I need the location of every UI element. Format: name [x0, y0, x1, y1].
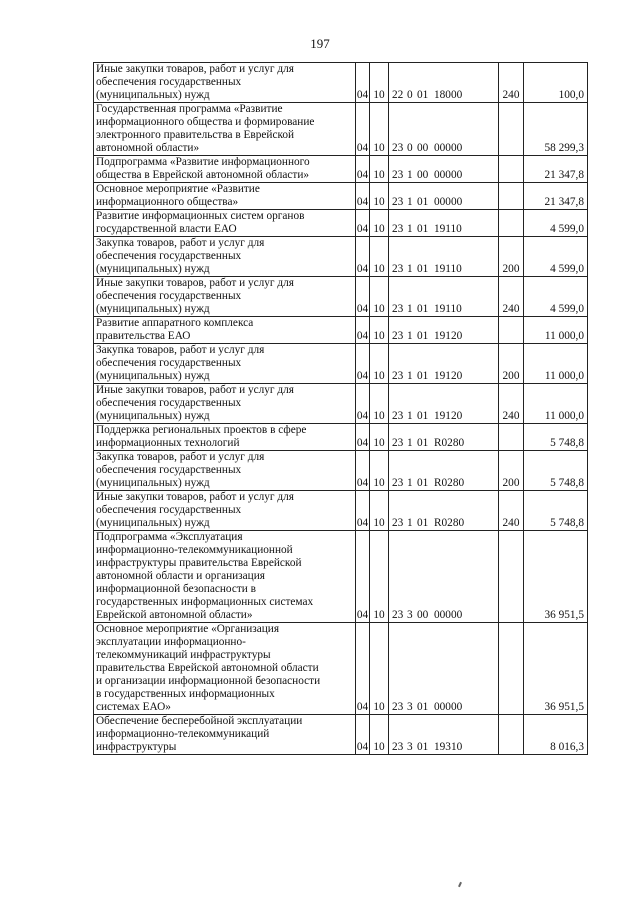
- description-line: информационно-телекоммуникаций: [96, 728, 270, 740]
- expense-type-code: 200: [499, 237, 524, 277]
- target-article-code: [389, 63, 499, 103]
- section-code: 04: [356, 715, 370, 755]
- table-row: [94, 317, 588, 344]
- expense-type-code: [499, 156, 524, 183]
- target-article-code: [389, 715, 499, 755]
- description-line: правительства ЕАО: [96, 330, 191, 342]
- description-line: Иные закупки товаров, работ и услуг для: [96, 63, 294, 75]
- target-article-part: 01: [417, 263, 429, 275]
- target-article-part: 01: [417, 89, 429, 101]
- target-article-code: [389, 156, 499, 183]
- target-article-code: [389, 491, 499, 531]
- subsection-code: 10: [370, 103, 389, 156]
- subsection-code: 10: [370, 451, 389, 491]
- target-article-part: 00: [417, 169, 429, 181]
- target-article-part: 00: [417, 609, 429, 621]
- subsection-code: 10: [370, 715, 389, 755]
- description-line: эксплуатации информационно-: [96, 636, 246, 648]
- table-row: [94, 103, 588, 156]
- description-line: электронного правительства в Еврейской: [96, 129, 295, 141]
- target-article-part: 22: [392, 89, 404, 101]
- row-description: [94, 183, 356, 210]
- target-article-part: 19310: [434, 741, 463, 753]
- description-line: государственной власти ЕАО: [96, 223, 237, 235]
- target-article-part: 01: [417, 303, 429, 315]
- table-row: [94, 623, 588, 715]
- target-article-part: 23: [392, 410, 404, 422]
- target-article-part: 1: [407, 370, 413, 382]
- amount: 5 748,8: [524, 424, 588, 451]
- target-article-part: 23: [392, 263, 404, 275]
- table-row: [94, 210, 588, 237]
- description-line: обеспечения государственных: [96, 250, 242, 262]
- target-article-part: 23: [392, 223, 404, 235]
- target-article-part: 1: [407, 169, 413, 181]
- amount: 8 016,3: [524, 715, 588, 755]
- description-line: государственных информационных системах: [96, 596, 314, 608]
- target-article-part: 23: [392, 330, 404, 342]
- target-article-part: 19120: [434, 410, 463, 422]
- target-article-part: 01: [417, 330, 429, 342]
- target-article-part: 19110: [434, 223, 462, 235]
- description-line: информационно-телекоммуникационной: [96, 544, 293, 556]
- row-description: [94, 237, 356, 277]
- budget-table: [93, 62, 588, 755]
- description-line: (муниципальных) нужд: [96, 303, 210, 315]
- description-line: в государственных информационных: [96, 688, 275, 700]
- table-row: [94, 63, 588, 103]
- subsection-code: 10: [370, 277, 389, 317]
- description-line: Закупка товаров, работ и услуг для: [96, 451, 265, 463]
- description-line: Основное мероприятие «Развитие: [96, 183, 260, 195]
- section-code: 04: [356, 156, 370, 183]
- table-row: [94, 277, 588, 317]
- target-article-part: 23: [392, 609, 404, 621]
- amount: 58 299,3: [524, 103, 588, 156]
- description-line: (муниципальных) нужд: [96, 410, 210, 422]
- description-line: информационного общества»: [96, 196, 239, 208]
- amount: 4 599,0: [524, 277, 588, 317]
- target-article-code: [389, 384, 499, 424]
- target-article-part: 01: [417, 701, 429, 713]
- target-article-part: 01: [417, 517, 429, 529]
- expense-type-code: 240: [499, 491, 524, 531]
- expense-type-code: 200: [499, 451, 524, 491]
- target-article-part: R0280: [434, 517, 465, 529]
- section-code: 04: [356, 451, 370, 491]
- section-code: 04: [356, 317, 370, 344]
- target-article-part: 01: [417, 410, 429, 422]
- target-article-part: 0: [407, 142, 413, 154]
- row-description: [94, 384, 356, 424]
- target-article-code: [389, 103, 499, 156]
- expense-type-code: 200: [499, 344, 524, 384]
- target-article-code: [389, 210, 499, 237]
- description-line: Подпрограмма «Развитие информационного: [96, 156, 310, 168]
- target-article-part: 23: [392, 169, 404, 181]
- target-article-part: R0280: [434, 477, 465, 489]
- target-article-part: 01: [417, 741, 429, 753]
- section-code: 04: [356, 424, 370, 451]
- description-line: Подпрограмма «Эксплуатация: [96, 531, 243, 543]
- description-line: Иные закупки товаров, работ и услуг для: [96, 491, 294, 503]
- target-article-part: 1: [407, 223, 413, 235]
- target-article-part: 1: [407, 330, 413, 342]
- description-line: Закупка товаров, работ и услуг для: [96, 237, 265, 249]
- target-article-code: [389, 424, 499, 451]
- row-description: [94, 424, 356, 451]
- description-line: автономной области и организация: [96, 570, 265, 582]
- description-line: системах ЕАО»: [96, 701, 171, 713]
- target-article-code: [389, 183, 499, 210]
- target-article-part: 1: [407, 517, 413, 529]
- description-line: Развитие аппаратного комплекса: [96, 317, 254, 329]
- table-row: [94, 424, 588, 451]
- description-line: Развитие информационных систем органов: [96, 210, 305, 222]
- description-line: Обеспечение бесперебойной эксплуатации: [96, 715, 303, 727]
- target-article-part: 01: [417, 437, 429, 449]
- subsection-code: 10: [370, 623, 389, 715]
- target-article-code: [389, 344, 499, 384]
- description-line: Еврейской автономной области»: [96, 609, 253, 621]
- target-article-part: 1: [407, 437, 413, 449]
- table-row: [94, 531, 588, 623]
- amount: 11 000,0: [524, 344, 588, 384]
- target-article-part: 23: [392, 701, 404, 713]
- row-description: [94, 715, 356, 755]
- subsection-code: 10: [370, 384, 389, 424]
- description-line: информационной безопасности в: [96, 583, 256, 595]
- target-article-part: 1: [407, 410, 413, 422]
- expense-type-code: 240: [499, 277, 524, 317]
- section-code: 04: [356, 183, 370, 210]
- target-article-part: 1: [407, 263, 413, 275]
- target-article-part: 01: [417, 223, 429, 235]
- description-line: общества в Еврейской автономной области»: [96, 169, 310, 181]
- expense-type-code: 240: [499, 63, 524, 103]
- budget-table-body: [94, 63, 588, 755]
- subsection-code: 10: [370, 237, 389, 277]
- description-line: Поддержка региональных проектов в сфере: [96, 424, 307, 436]
- target-article-part: R0280: [434, 437, 465, 449]
- target-article-part: 23: [392, 477, 404, 489]
- expense-type-code: [499, 531, 524, 623]
- amount: 21 347,8: [524, 156, 588, 183]
- table-row: [94, 384, 588, 424]
- target-article-part: 00000: [434, 169, 463, 181]
- row-description: [94, 156, 356, 183]
- target-article-code: [389, 531, 499, 623]
- description-line: обеспечения государственных: [96, 357, 242, 369]
- row-description: [94, 491, 356, 531]
- description-line: обеспечения государственных: [96, 464, 242, 476]
- target-article-part: 0: [407, 89, 413, 101]
- target-article-part: 01: [417, 477, 429, 489]
- row-description: [94, 531, 356, 623]
- table-row: [94, 183, 588, 210]
- target-article-part: 19110: [434, 263, 462, 275]
- target-article-part: 23: [392, 741, 404, 753]
- target-article-part: 19120: [434, 330, 463, 342]
- expense-type-code: [499, 317, 524, 344]
- target-article-part: 3: [407, 609, 413, 621]
- amount: 11 000,0: [524, 384, 588, 424]
- amount: 36 951,5: [524, 623, 588, 715]
- subsection-code: 10: [370, 344, 389, 384]
- section-code: 04: [356, 277, 370, 317]
- section-code: 04: [356, 623, 370, 715]
- expense-type-code: [499, 103, 524, 156]
- amount: 4 599,0: [524, 210, 588, 237]
- amount: 36 951,5: [524, 531, 588, 623]
- target-article-part: 00000: [434, 609, 463, 621]
- target-article-part: 00000: [434, 701, 463, 713]
- target-article-code: [389, 237, 499, 277]
- expense-type-code: [499, 210, 524, 237]
- amount: 4 599,0: [524, 237, 588, 277]
- description-line: правительства Еврейской автономной области: [96, 662, 319, 674]
- row-description: [94, 277, 356, 317]
- section-code: 04: [356, 531, 370, 623]
- target-article-code: [389, 451, 499, 491]
- description-line: обеспечения государственных: [96, 76, 242, 88]
- description-line: Иные закупки товаров, работ и услуг для: [96, 277, 294, 289]
- description-line: обеспечения государственных: [96, 290, 242, 302]
- description-line: (муниципальных) нужд: [96, 477, 210, 489]
- row-description: [94, 210, 356, 237]
- target-article-part: 18000: [434, 89, 463, 101]
- target-article-part: 3: [407, 701, 413, 713]
- table-row: [94, 715, 588, 755]
- target-article-part: 19110: [434, 303, 462, 315]
- target-article-part: 23: [392, 437, 404, 449]
- description-line: Государственная программа «Развитие: [96, 103, 283, 115]
- target-article-part: 01: [417, 370, 429, 382]
- description-line: Основное мероприятие «Организация: [96, 623, 280, 635]
- target-article-part: 01: [417, 196, 429, 208]
- description-line: Иные закупки товаров, работ и услуг для: [96, 384, 294, 396]
- subsection-code: 10: [370, 491, 389, 531]
- subsection-code: 10: [370, 531, 389, 623]
- target-article-part: 00000: [434, 196, 463, 208]
- amount: 5 748,8: [524, 491, 588, 531]
- target-article-code: [389, 317, 499, 344]
- row-description: [94, 63, 356, 103]
- target-article-part: 00000: [434, 142, 463, 154]
- amount: 11 000,0: [524, 317, 588, 344]
- description-line: информационного общества и формирование: [96, 116, 315, 128]
- table-row: [94, 237, 588, 277]
- section-code: 04: [356, 63, 370, 103]
- row-description: [94, 451, 356, 491]
- expense-type-code: 240: [499, 384, 524, 424]
- table-row: [94, 344, 588, 384]
- subsection-code: 10: [370, 210, 389, 237]
- row-description: [94, 623, 356, 715]
- target-article-part: 23: [392, 142, 404, 154]
- section-code: 04: [356, 344, 370, 384]
- description-line: информационных технологий: [96, 437, 240, 449]
- table-row: [94, 491, 588, 531]
- scan-mark: [458, 882, 462, 887]
- description-line: телекоммуникаций инфраструктуры: [96, 649, 271, 661]
- subsection-code: 10: [370, 156, 389, 183]
- target-article-part: 19120: [434, 370, 463, 382]
- amount: 5 748,8: [524, 451, 588, 491]
- target-article-part: 1: [407, 196, 413, 208]
- page-number: 197: [310, 36, 330, 51]
- expense-type-code: [499, 424, 524, 451]
- target-article-code: [389, 277, 499, 317]
- row-description: [94, 317, 356, 344]
- expense-type-code: [499, 623, 524, 715]
- target-article-part: 23: [392, 517, 404, 529]
- amount: 21 347,8: [524, 183, 588, 210]
- expense-type-code: [499, 715, 524, 755]
- description-line: автономной области»: [96, 142, 200, 154]
- table-row: [94, 156, 588, 183]
- description-line: обеспечения государственных: [96, 397, 242, 409]
- description-line: (муниципальных) нужд: [96, 89, 210, 101]
- target-article-part: 3: [407, 741, 413, 753]
- amount: 100,0: [524, 63, 588, 103]
- target-article-part: 1: [407, 303, 413, 315]
- description-line: инфраструктуры правительства Еврейской: [96, 557, 302, 569]
- section-code: 04: [356, 384, 370, 424]
- expense-type-code: [499, 183, 524, 210]
- subsection-code: 10: [370, 63, 389, 103]
- description-line: инфраструктуры: [96, 741, 177, 753]
- target-article-part: 00: [417, 142, 429, 154]
- target-article-code: [389, 623, 499, 715]
- description-line: (муниципальных) нужд: [96, 370, 210, 382]
- description-line: обеспечения государственных: [96, 504, 242, 516]
- target-article-part: 23: [392, 370, 404, 382]
- description-line: (муниципальных) нужд: [96, 517, 210, 529]
- row-description: [94, 103, 356, 156]
- subsection-code: 10: [370, 317, 389, 344]
- description-line: (муниципальных) нужд: [96, 263, 210, 275]
- row-description: [94, 344, 356, 384]
- subsection-code: 10: [370, 183, 389, 210]
- description-line: Закупка товаров, работ и услуг для: [96, 344, 265, 356]
- section-code: 04: [356, 491, 370, 531]
- subsection-code: 10: [370, 424, 389, 451]
- target-article-part: 1: [407, 477, 413, 489]
- section-code: 04: [356, 103, 370, 156]
- section-code: 04: [356, 237, 370, 277]
- section-code: 04: [356, 210, 370, 237]
- target-article-part: 23: [392, 196, 404, 208]
- table-row: [94, 451, 588, 491]
- description-line: и организации информационной безопасности: [96, 675, 321, 687]
- target-article-part: 23: [392, 303, 404, 315]
